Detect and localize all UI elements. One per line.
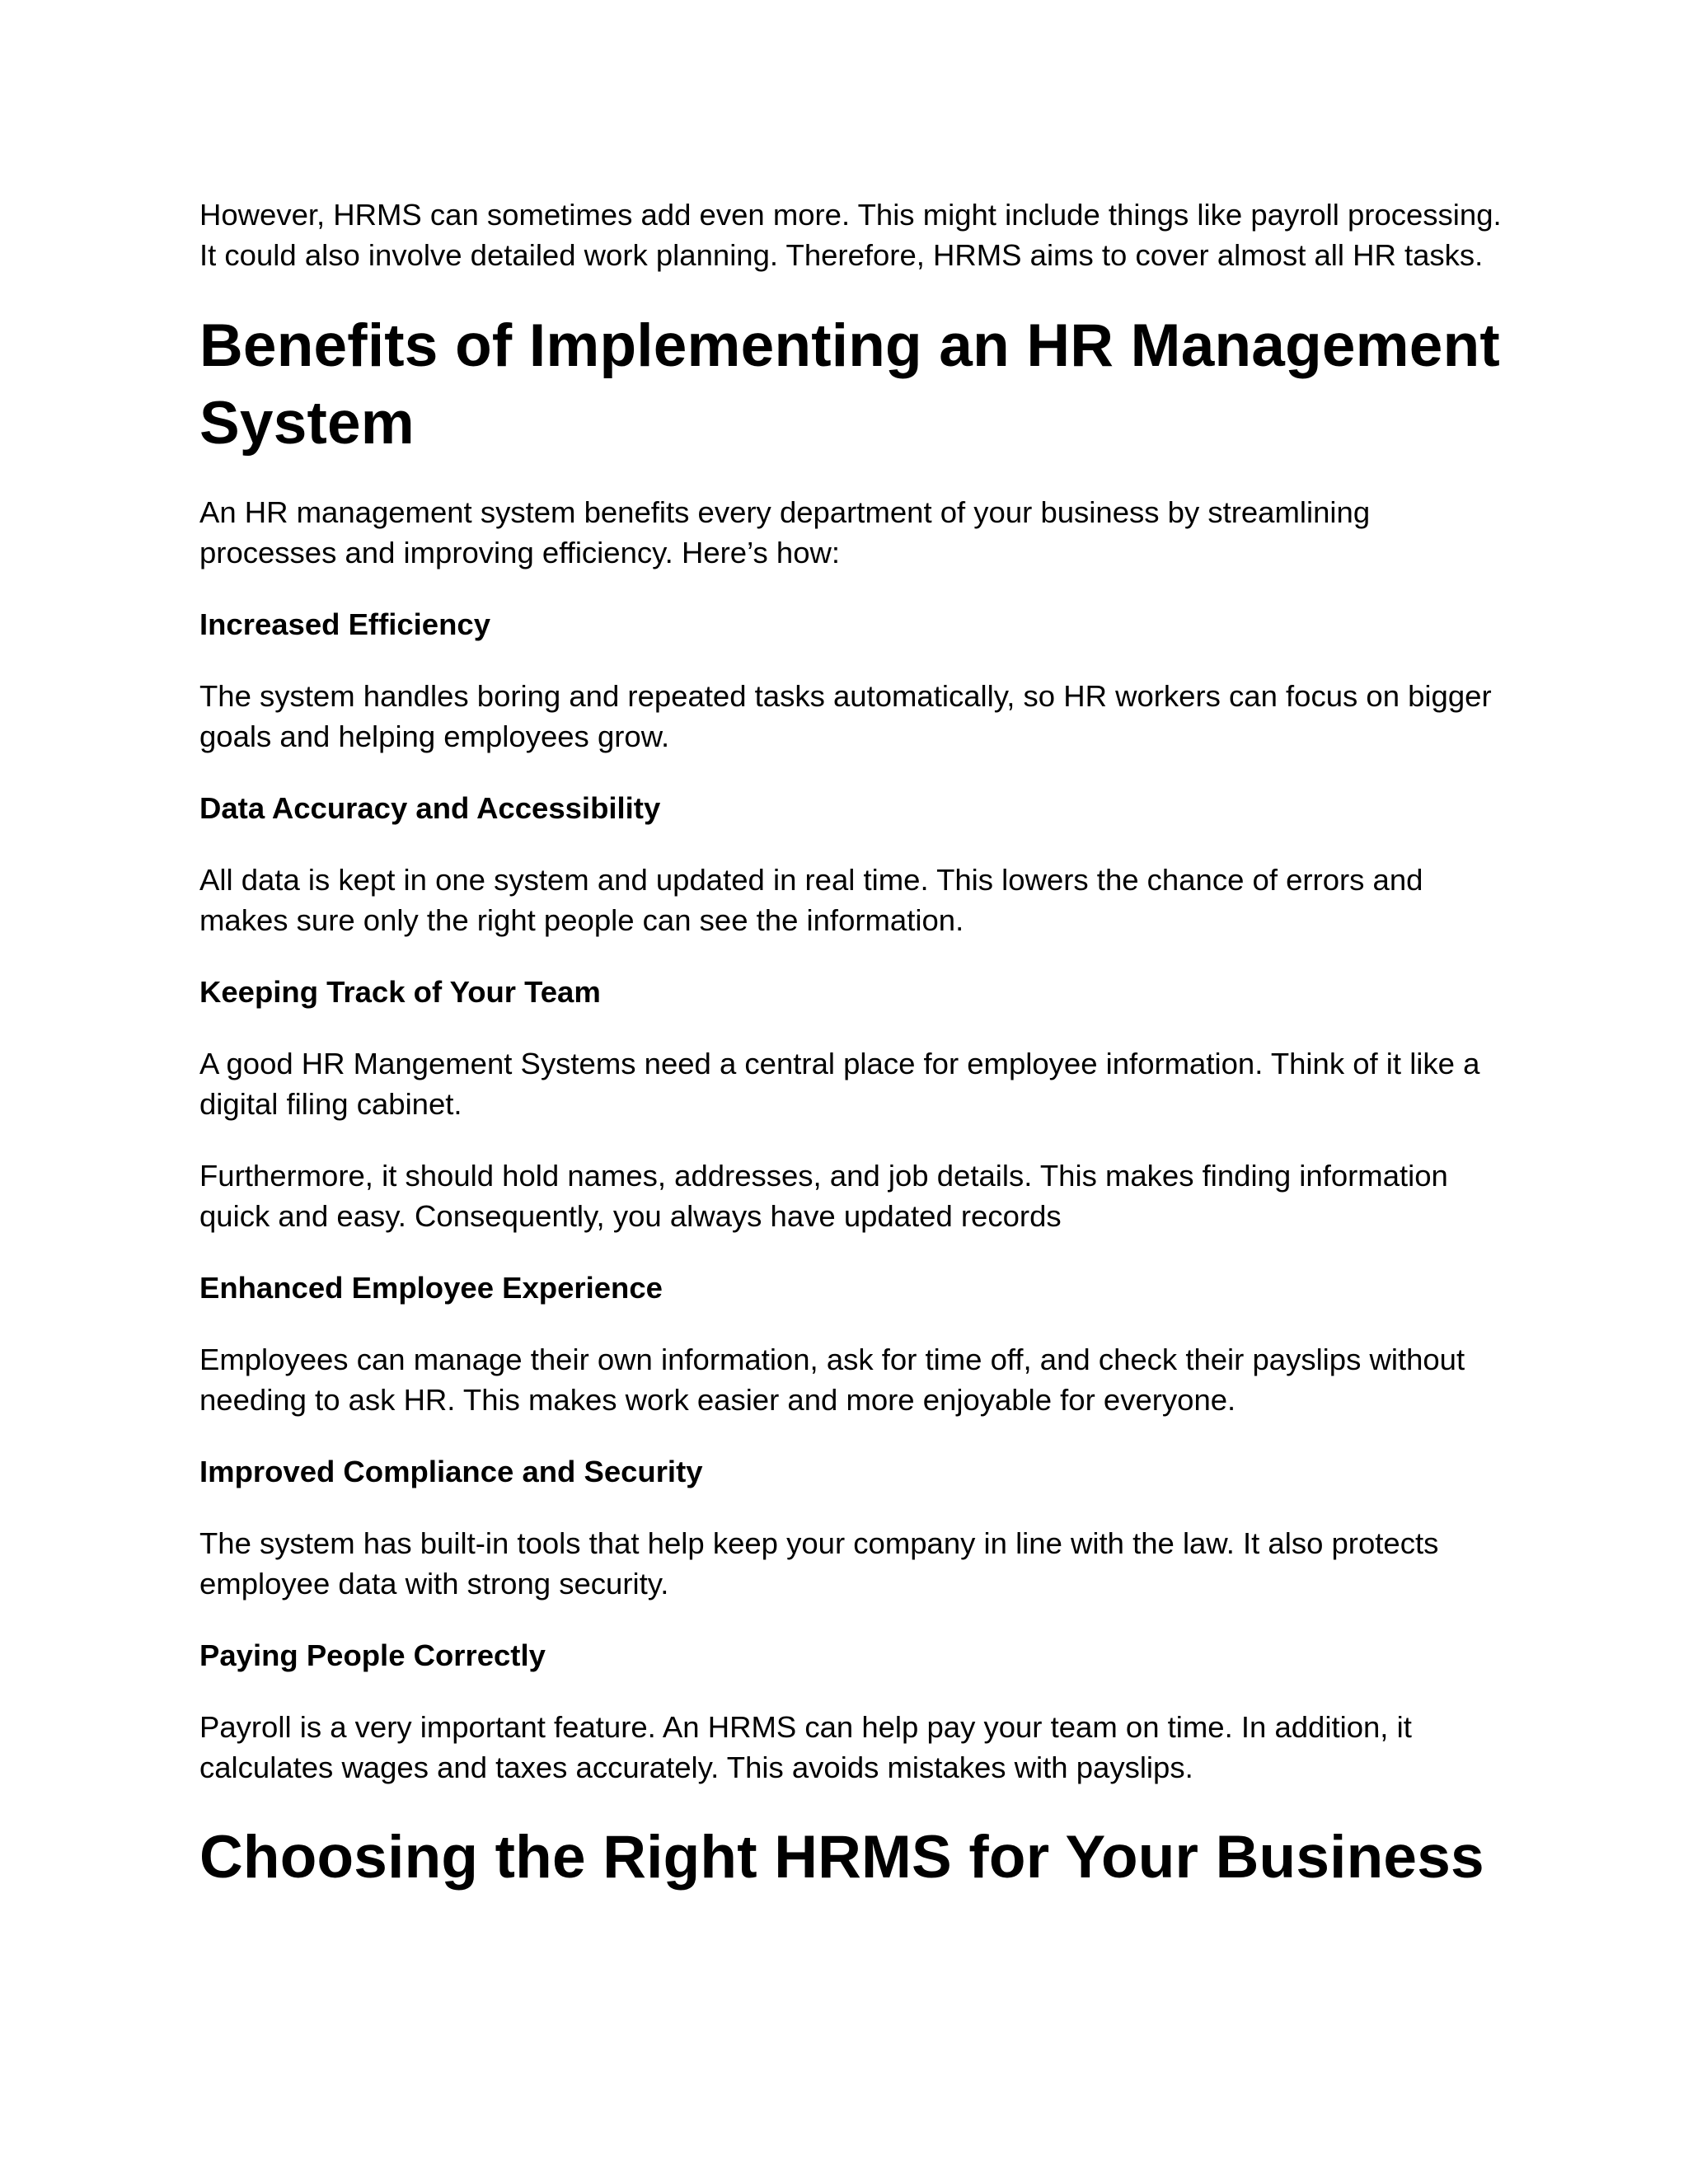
paragraph-increased-efficiency: The system handles boring and repeated tasks automatically, so HR workers can focus on bigger goals and helping employees grow. [199,679,1492,753]
paragraph-keeping-track-2: Furthermore, it should hold names, addresses, and job details. This makes finding information quick and easy. Consequently, you always have updated records [199,1159,1448,1233]
paragraph-employee-experience: Employees can manage their own information, ask for time off, and check their payslips without needing to ask HR. This makes work easier and more enjoyable for everyone. [199,1343,1465,1417]
subheading-paying-people: Paying People Correctly [199,1638,546,1672]
paragraph-data-accuracy: All data is kept in one system and updated in real time. This lowers the chance of errors and makes sure only the right people can see the information. [199,863,1423,937]
subheading-keeping-track: Keeping Track of Your Team [199,975,601,1009]
document-page [199,194,1502,1926]
subheading-increased-efficiency: Increased Efficiency [199,607,491,641]
subheading-compliance-security: Improved Compliance and Security [199,1455,703,1488]
paragraph-compliance-security: The system has built-in tools that help keep your company in line with the law. It also protects employee data with strong security. [199,1526,1439,1601]
heading-benefits: Benefits of Implementing an HR Management System [199,312,1500,457]
paragraph-keeping-track-1: A good HR Mangement Systems need a central place for employee information. Think of it like a digital filing cabinet. [199,1047,1480,1121]
intro-paragraph: However, HRMS can sometimes add even more. This might include things like payroll processing. It could also involve detailed work planning. Therefore, HRMS aims to cover almost all HR tasks. [199,198,1502,272]
subheading-employee-experience: Enhanced Employee Experience [199,1271,663,1305]
subheading-data-accuracy: Data Accuracy and Accessibility [199,791,661,825]
heading-choosing-hrms: Choosing the Right HRMS for Your Business [199,1824,1484,1891]
paragraph-paying-people: Payroll is a very important feature. An HRMS can help pay your team on time. In addition, it calculates wages and taxes accurately. This avoids mistakes with payslips. [199,1710,1412,1784]
benefits-intro-paragraph: An HR management system benefits every department of your business by streamlining processes and improving efficiency. Here’s how: [199,495,1371,569]
